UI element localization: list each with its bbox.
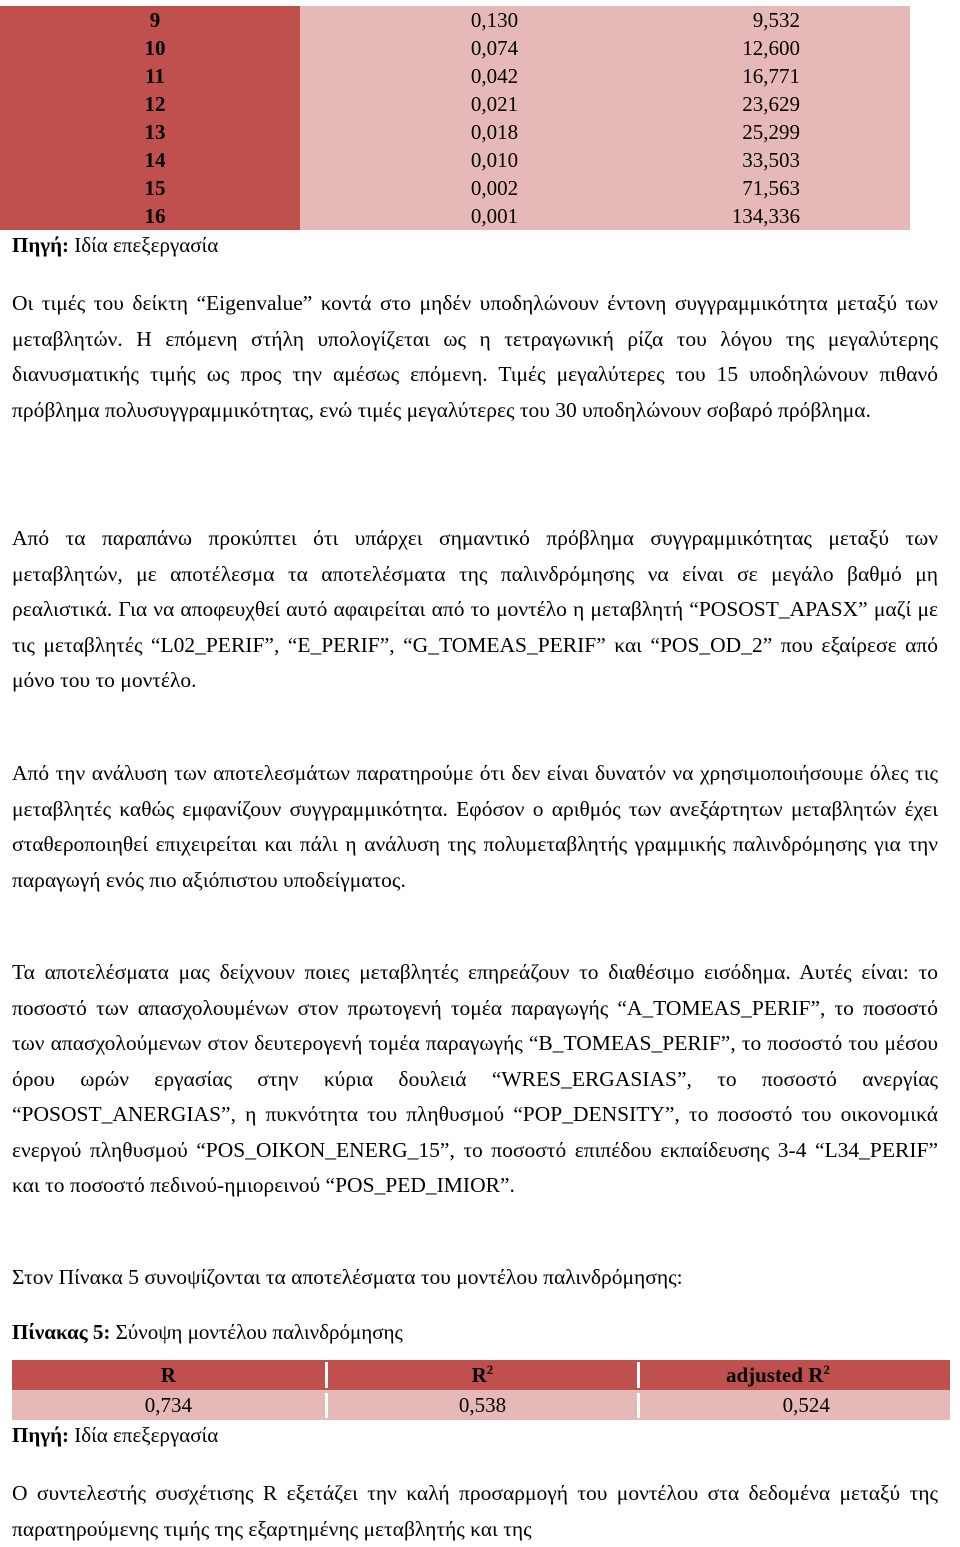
table-row bbox=[0, 62, 910, 90]
condition-index-cell: 12,600 bbox=[605, 34, 910, 62]
table-row bbox=[0, 118, 910, 146]
condition-index-cell: 25,299 bbox=[605, 118, 910, 146]
source-label: Πηγή: bbox=[12, 1423, 70, 1447]
dimension-cell: 12 bbox=[0, 90, 300, 118]
value-adjusted-r2: 0,524 bbox=[637, 1393, 950, 1418]
eigenvalue-table bbox=[0, 6, 910, 230]
condition-index-cell: 9,532 bbox=[605, 6, 910, 34]
table-row bbox=[0, 34, 910, 62]
dimension-cell: 14 bbox=[0, 146, 300, 174]
header-r2: $R^2$ bbox=[325, 1362, 638, 1388]
dimension-cell: 15 bbox=[0, 174, 300, 202]
dimension-cell: 9 bbox=[0, 6, 300, 34]
eigenvalue-cell: 0,010 bbox=[300, 146, 605, 174]
caption-label: Πίνακας 5: bbox=[12, 1320, 111, 1344]
paragraph-analysis: Από την ανάλυση των αποτελεσμάτων παρατηρούμε ότι δεν είναι δυνατόν να χρησιμοποιήσουμε όλες τις μεταβλητές καθώς εμφανίζουν συγγραμμικότητα. Εφόσον ο αριθμός των ανεξάρτητων μεταβλητών έχει σταθεροποιηθεί επιχειρείται και πάλι η ανάλυση της πολυμεταβλητής γραμμικής παλινδρόμησης για την παραγωγή ενός πιο αξιόπιστου υποδείγματος. bbox=[12, 761, 938, 892]
header-r: R bbox=[160, 1362, 176, 1387]
eigenvalue-cell: 0,130 bbox=[300, 6, 605, 34]
dimension-cell: 13 bbox=[0, 118, 300, 146]
eigenvalue-cell: 0,002 bbox=[300, 174, 605, 202]
paragraph-correlation: Ο συντελεστής συσχέτισης R εξετάζει την καλή προσαρμογή του μοντέλου στα δεδομένα μεταξύ της παρατηρούμενης τιμής της εξαρτημένης μεταβλητής και της bbox=[12, 1481, 938, 1541]
eigenvalue-cell: 0,074 bbox=[300, 34, 605, 62]
source-text: Ιδία επεξεργασία bbox=[74, 1423, 219, 1447]
table-row bbox=[0, 6, 910, 34]
table-source-2 bbox=[12, 1423, 218, 1448]
condition-index-cell: 33,503 bbox=[605, 146, 910, 174]
paragraph-collinearity: Από τα παραπάνω προκύπτει ότι υπάρχει σημαντικό πρόβλημα συγγραμμικότητας μεταξύ των μεταβλητών, με αποτέλεσμα τα αποτελέσματα της παλινδρόμησης να είναι σε μεγάλο βαθμό μη ρεαλιστικά. Για να αποφευχθεί αυτό αφαιρείται από το μοντέλο η μεταβλητή “POSOST_APASX” μαζί με τις μεταβλητές “L02_PERIF”, “E_PERIF”, “G_TOMEAS_PERIF” και “POS_OD_2” που εξαίρεσε από μόνο του το μοντέλο. bbox=[12, 526, 938, 692]
value-r: 0,734 bbox=[144, 1392, 192, 1417]
model-table-header bbox=[12, 1360, 950, 1390]
table-row bbox=[0, 202, 910, 230]
table-row bbox=[0, 174, 910, 202]
condition-index-cell: 134,336 bbox=[605, 202, 910, 230]
dimension-cell: 16 bbox=[0, 202, 300, 230]
table-caption bbox=[12, 1320, 403, 1345]
table-row bbox=[0, 146, 910, 174]
value-r2: 0,538 bbox=[325, 1393, 638, 1418]
eigenvalue-cell: 0,042 bbox=[300, 62, 605, 90]
model-summary-table bbox=[12, 1360, 950, 1420]
condition-index-cell: 16,771 bbox=[605, 62, 910, 90]
eigenvalue-cell: 0,021 bbox=[300, 90, 605, 118]
dimension-cell: 10 bbox=[0, 34, 300, 62]
paragraph-table-intro: Στον Πίνακα 5 συνοψίζονται τα αποτελέσματα του μοντέλου παλινδρόμησης: bbox=[12, 1265, 683, 1289]
model-table-row bbox=[12, 1390, 950, 1420]
source-label: Πηγή: bbox=[12, 233, 70, 257]
source-text: Ιδία επεξεργασία bbox=[74, 233, 219, 257]
paragraph-variables: Τα αποτελέσματα μας δείχνουν ποιες μεταβλητές επηρεάζουν το διαθέσιμο εισόδημα. Αυτές είναι: το ποσοστό των απασχολουμένων στον πρωτογενή τομέα παραγωγής “A_TOMEAS_PERIF”, το ποσοστό των απασχολούμενων στον δευτερογενή τομέα παραγωγής “B_TOMEAS_PERIF”, το ποσοστό του μέσου όρου ωρών εργασίας στην κύρια δουλειά “WRES_ERGASIAS”, το ποσοστό ανεργίας “POSOST_ANERGIAS”, η πυκνότητα του πληθυσμού “POP_DENSITY”, το ποσοστό του οικονομικά ενεργού πληθυσμού “POS_OIKON_ENERG_15”, το ποσοστό επιπέδου εκπαίδευσης 3-4 “L34_PERIF” και το ποσοστό πεδινού-ημιορεινού “POS_PED_IMIOR”. bbox=[12, 960, 938, 1197]
caption-text: Σύνοψη μοντέλου παλινδρόμησης bbox=[115, 1320, 403, 1344]
dimension-cell: 11 bbox=[0, 62, 300, 90]
table-source-1 bbox=[12, 233, 218, 258]
paragraph-eigenvalue: Οι τιμές του δείκτη “Eigenvalue” κοντά στο μηδέν υποδηλώνουν έντονη συγγραμμικότητα μεταξύ των μεταβλητών. Η επόμενη στήλη υπολογίζεται ως η τετραγωνική ρίζα του λόγου της μεγαλύτερης διανυσματικής τιμής ως προς την αμέσως επόμενη. Τιμές μεγαλύτερες του 15 υποδηλώνουν πιθανό πρόβλημα πολυσυγγραμμικότητας, ενώ τιμές μεγαλύτερες του 30 υποδηλώνουν σοβαρό πρόβλημα. bbox=[12, 291, 938, 422]
eigenvalue-cell: 0,018 bbox=[300, 118, 605, 146]
condition-index-cell: 23,629 bbox=[605, 90, 910, 118]
condition-index-cell: 71,563 bbox=[605, 174, 910, 202]
header-adjusted-r2: adjusted $R^2$ bbox=[637, 1362, 950, 1388]
eigenvalue-cell: 0,001 bbox=[300, 202, 605, 230]
table-row bbox=[0, 90, 910, 118]
